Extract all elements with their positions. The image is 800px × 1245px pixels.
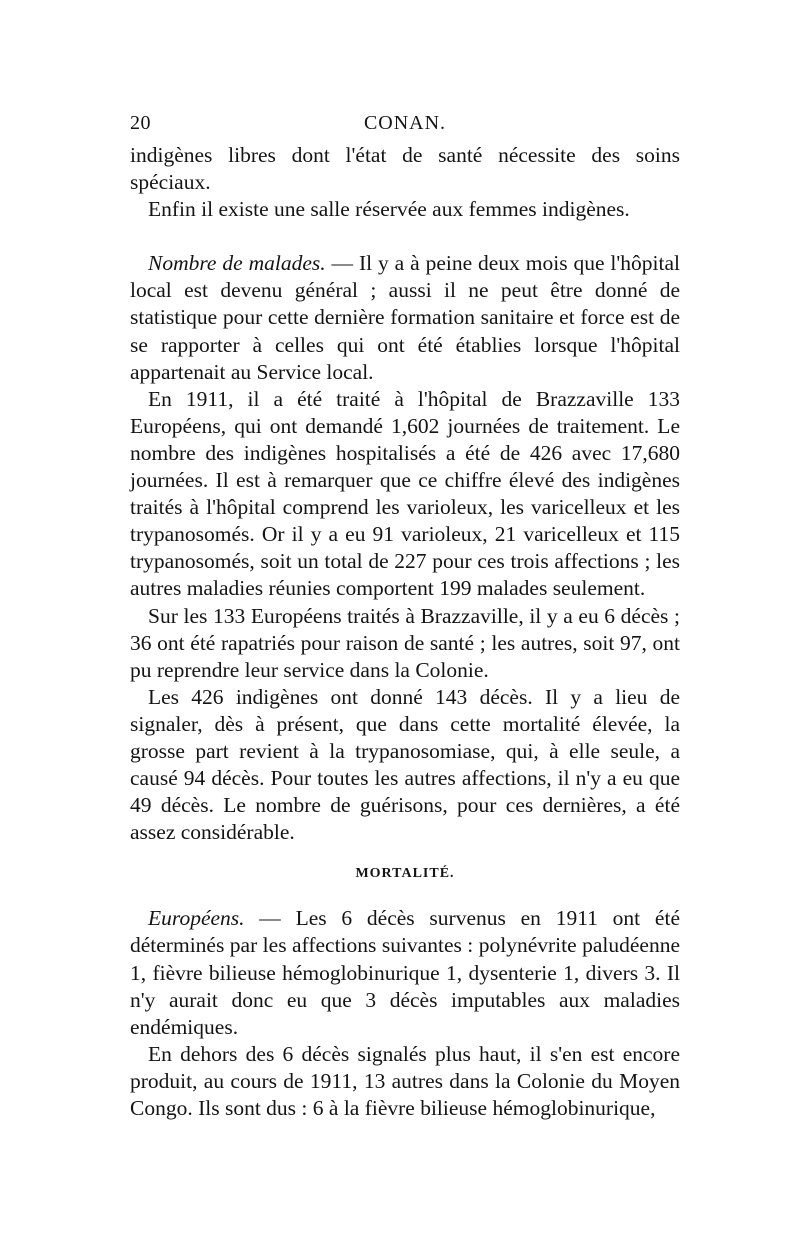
- paragraph-continuation: indigènes libres dont l'état de santé nécessite des soins spéciaux.: [130, 143, 680, 195]
- paragraph-other-deaths: En dehors des 6 décès signalés plus haut, il s'en est encore produit, au cours de 1911, 13 autres dans la Colonie du Moyen Congo. Ils sont dus : 6 à la fièvre bilieuse hémoglobinurique,: [130, 1041, 680, 1120]
- paragraph-1911-statistics: En 1911, il a été traité à l'hôpital de Brazzaville 133 Européens, qui ont demandé 1,602 journées de traitement. Le nombre des indigènes hospitalisés a été de 426 avec 17,680 journées. Il est à remarquer que ce chiffre élevé des indigènes traités à l'hôpital comprend les varioleux, les varicelleux et les trypanosomés. Or il y a eu 91 varioleux, 21 varicelleux et 115 trypanosomés, soit un total de 227 pour ces trois affections ; les autres maladies réunies comportent 199 malades seulement.: [130, 386, 680, 601]
- run-in-heading-patients: Nombre de malades.: [148, 251, 326, 276]
- book-page: [130, 112, 680, 1122]
- paragraph-european-mortality: [130, 905, 680, 1040]
- section-heading-mortality: MORTALITÉ.: [355, 866, 455, 882]
- paragraph-womens-ward: Enfin il existe une salle réservée aux femmes indigènes.: [148, 197, 630, 222]
- running-title: CONAN.: [363, 112, 447, 134]
- paragraph-european-outcomes: Sur les 133 Européens traités à Brazzaville, il y a eu 6 décès ; 36 ont été rapatriés pour raison de santé ; les autres, soit 97, ont pu reprendre leur service dans la Colonie.: [130, 603, 680, 682]
- paragraph-text: — Les 6 décès survenus en 1911 ont été déterminés par les affections suivantes : polynévrite paludéenne 1, fièvre bilieuse hémoglobinurique 1, dysenterie 1, divers 3. Il n'y aurait donc eu que 3 décès imputables aux maladies endémiques.: [130, 906, 680, 1039]
- run-in-heading-europeans: Européens.: [148, 906, 245, 931]
- paragraph-indigenous-deaths: Les 426 indigènes ont donné 143 décès. Il y a lieu de signaler, dès à présent, que dans cette mortalité élevée, la grosse part revient à la trypanosomiase, qui, à elle seule, a causé 94 décès. Pour toutes les autres affections, il n'y a eu que 49 décès. Le nombre de guérisons, pour ces dernières, a été assez considérable.: [130, 684, 680, 845]
- running-head: [130, 112, 680, 142]
- page-number: 20: [130, 112, 151, 134]
- paragraph-patient-numbers: [130, 250, 680, 385]
- paragraph-text: — Il y a à peine deux mois que l'hôpital local est devenu général ; aussi il ne peut être donné de statistique pour cette dernière formation sanitaire et force est de se rapporter à celles qui ont été établies lorsque l'hôpital appartenait au Service local.: [130, 251, 680, 384]
